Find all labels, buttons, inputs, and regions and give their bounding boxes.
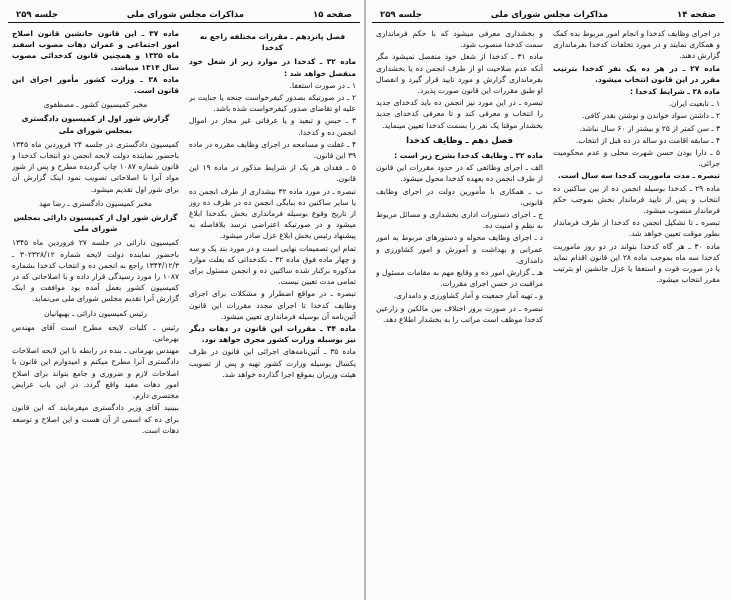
paragraph: ۵ ـ دارا بودن حسن شهرت محلی و عدم محکومیت جزائی. bbox=[553, 148, 720, 169]
paragraph: هـ ـ گزارش امور ده و وقایع مهم به مقامات مسئول و مراقبت در حسن اجرای مقررات. bbox=[376, 268, 543, 289]
right-page bbox=[368, 0, 728, 600]
book-gutter bbox=[364, 0, 366, 600]
paragraph: ماده ۳۴ ـ مقررات این قانون در دهات دیگر نیز بوسیله وزارت کشور مجری خواهد بود. bbox=[189, 324, 356, 345]
paragraph: ۱ ـ در صورت استعفا. bbox=[289, 80, 356, 90]
paragraph: ۱ ـ تابعیت ایران. bbox=[668, 99, 720, 109]
paragraph: ببینید آقای وزیر دادگستری میفرمایند که این قانون برای ده که اسمی از آن هست و این اصلاح و توسعه دهات است. bbox=[12, 403, 179, 435]
paragraph: تبصره ـ در مواقع اضطرار و مشکلات برای اجرای وظایف کدخدا تا اجرای مجدد مقررات این قانون آئین‌نامه آن بوسیله فرمانداری تعیین میشود. bbox=[189, 289, 356, 321]
paragraph: تبصره ـ مدت ماموریت کدخدا سه سال است. bbox=[558, 171, 720, 181]
left-page-columns bbox=[4, 23, 364, 583]
paragraph: ۳ ـ سن کمتر از ۲۵ و بیشتر از ۶۰ سال نباشد. bbox=[579, 123, 720, 133]
paragraph: ۳ ـ حبس و تبعید و یا عرفاتی غیر مجاز در اموال انجمن ده و کدخدا. bbox=[189, 116, 356, 137]
paragraph: ماده ۳۰ ـ هر گاه کدخدا بتواند در دو روز ماموریت کدخدا سه ماه بموجب ماده ۲۸ این قانون اقدام نماید یا در صورت فوت و استعفا یا عزل جانشین او بترتیب مقرر انتخاب میشود. bbox=[553, 241, 720, 285]
paragraph: ب ـ همکاری با مأمورین دولت در اجرای وظایف قانونی. bbox=[376, 186, 543, 207]
paragraph: و بخشداری معرفی میشود که با حکم فرمانداری سمت کدخدا منصوب شود. bbox=[376, 29, 543, 50]
right-page-session: جلسه ۲۵۹ bbox=[380, 10, 422, 20]
paragraph: گزارش شور اول از کمیسیون دارائی بمجلس شورای ملی bbox=[13, 213, 178, 234]
paragraph: گزارش شور اول از کمیسیون دادگستری بمجلس شورای ملی bbox=[21, 114, 170, 135]
right-page-title: مذاکرات مجلس شورای ملی bbox=[490, 10, 609, 20]
paragraph: ج ـ اجرای دستورات اداری بخشداری و مسائل مربوط به نظم و امنیت ده. bbox=[376, 210, 543, 231]
right-page-col-left bbox=[376, 28, 543, 583]
paragraph: فصل پانزدهم ـ مقررات مختلفه راجع به کدخدا bbox=[199, 32, 346, 53]
left-page-title: مذاکرات مجلس شورای ملی bbox=[126, 10, 245, 20]
paragraph: ماده ۳۵ ـ آئین‌نامه‌های اجرائی این قانون در ظرف یکسال بوسیله وزارت کشور تهیه و پس از تصویب هیئت وزیران بموقع اجرا گذارده خواهد شد. bbox=[189, 347, 356, 379]
paragraph: فصل دهم ـ وظایف کدخدا bbox=[406, 135, 513, 146]
paragraph: ۴ ـ غفلت و مسامحه در اجرای وظایف مقرره در ماده ۳۹ این قانون. bbox=[189, 139, 356, 161]
left-page-col-right bbox=[189, 28, 356, 583]
paragraph: تبصره ـ تا تشکیل انجمن ده کدخدا از طرف فرماندار بطور موقت تعیین خواهد شد. bbox=[553, 218, 720, 239]
left-page-session: جلسه ۲۵۹ bbox=[16, 10, 58, 20]
paragraph: مهندس بهرمانی ـ بنده در رابطه با این لایحه اصلاحات دادگستری آنرا مطرح میکنم و امیدوارم این قانون با اصلاحات لازم و ضروری و جامع بتواند برای اصلاح امور دهات مفید واقع گردد. در این باب عرایض مختصری دارم. bbox=[12, 346, 179, 401]
paragraph: تبصره ـ در صورت بروز اختلاف بین مالکین و زارعین کدخدا موظف است مراتب را به بخشدار اطلاع دهد. bbox=[376, 303, 543, 324]
paragraph: مخبر کمیسیون کشور ـ مصطفوی bbox=[43, 100, 148, 110]
paragraph: تمام این تصمیمات نهایی است و در مورد بند یک و سه و چهار ماده فوق ماده ۳۲ ـ بکدخدائی که بعلت موارد مذکوره برکنار شده ساکنین ده و انجمن مسئول برای تمامی مدت تعیین نیست. bbox=[189, 243, 356, 287]
paragraph: مخبر کمیسیون دادگستری ـ رضا مهد bbox=[39, 198, 152, 208]
paragraph: ماده ۳۲ ـ کدخدا در موارد زیر از شغل خود منفصل خواهد شد : bbox=[189, 57, 356, 78]
left-page-number: صفحه ۱۵ bbox=[313, 10, 352, 20]
paragraph: تبصره ـ در مورد ماده ۳۲ بیشداری از طرف انجمن ده یا سایر ساکنین ده ببایگی انجمن ده در ظرف ده روز از تاریخ وقوع بوسیله فرمانداری بخش بکدخدا ابلاغ میشود و در صورتیکه اعتراضی نرسد بلافاصله به پیشنهاد رئیس بخش ابلاغ عزل صادر میشود. bbox=[189, 186, 356, 241]
paragraph: ۲ ـ داشتن سواد خواندن و نوشتن بقدر کافی. bbox=[581, 111, 720, 121]
paragraph: کمیسیون دادگستری در جلسه ۲۴ فروردین ماه ۱۳۴۵ باحضور نماینده دولت لایحه انجمن دو انتخاب کدخدا و قانون شماره ۱۰۸۷ چاپ گردیده مطرح و پس از شور مواد آنرا با اصلاحاتی تصویب نمود اینک گزارش آن برای شور اول تقدیم میشود. bbox=[12, 139, 179, 194]
right-page-number: صفحه ۱۴ bbox=[677, 10, 716, 20]
paragraph: ماده ۳۷ ـ این قانون جانشین قانون اصلاح امور اجتماعی و عمران دهات مصوب اسفند ماه ۱۳۳۵ و همچنین قانون کدخدائی مصوب سال ۱۳۱۴ میباشد. bbox=[12, 29, 179, 72]
paragraph: تبصره ـ در این مورد نیز انجمن ده باید کدخدای جدید را انتخاب و معرفی کند و تا معرفی کدخدای جدید بخشدار موقتا یک نفر را بسمت کدخدا تعیین مینماید. bbox=[376, 98, 543, 130]
paragraph: ۵ ـ فقدان هر یک از شرایط مذکور در ماده ۱۹ این قانون. bbox=[189, 163, 356, 184]
paragraph: ماده ۲۸ ـ شرایط کدخدا : bbox=[630, 87, 720, 97]
paragraph: ماده ۳۱ ـ کدخدا از شغل خود منفصل نمیشود مگر آنکه عدم صلاحیت او از طرف انجمن ده یا بخشداری بفرمانداری گزارش و مورد تایید قرار گیرد و انفصال او طبق مقررات این قانون صورت پذیرد. bbox=[376, 52, 543, 96]
right-page-columns bbox=[368, 23, 728, 583]
paragraph: ماده ۲۹ ـ کدخدا بوسیله انجمن ده از بین ساکنین ده انتخاب و پس از تایید فرماندار بخش بموجب حکم فرماندار منصوب میشود. bbox=[553, 183, 720, 216]
right-page-col-right bbox=[553, 28, 720, 583]
left-page-col-left bbox=[12, 28, 179, 583]
paragraph: کمیسیون دارائی در جلسه ۲۷ فروردین ماه ۱۳۴۵ باحضور نماینده دولت لایحه شماره ۳۰۲۳۲۸/۱۲ ـ ۱۳۴۴/۱۲/۳ راجع به انجمن ده و انتخاب کدخدا بشماره ۱۰۸۷ را مورد رسیدگی قرار داده و با اصلاحاتی که در کمیسیون کشور بعمل آمده بود موافقت و اینک گزارش آنرا تقدیم مجلس شورای ملی می‌نماید. bbox=[12, 238, 179, 304]
right-page-header bbox=[372, 0, 724, 23]
paragraph: رئیس ـ کلیات لایحه مطرح است آقای مهندس بهرمانی. bbox=[12, 322, 179, 344]
paragraph: ۲ ـ در صورتیکه بصدور کیفرخواست جنحه یا جنایت بر علیه او تقاضای صدور کیفرخواست شده باشد. bbox=[189, 93, 356, 114]
paragraph: ماده ۳۸ ـ وزارت کشور مأمور اجرای این قانون است. bbox=[12, 74, 179, 96]
left-page bbox=[4, 0, 364, 600]
left-page-header bbox=[8, 0, 360, 23]
paragraph: ماده ۲۷ ـ در هر ده یک نفر کدخدا بترتیب مقرر در این قانون انتخاب میشود. bbox=[553, 63, 720, 84]
paragraph: الف ـ اجرای وظائفی که در حدود مقررات این قانون از طرف انجمن ده بعهده کدخدا محول میشود. bbox=[376, 163, 543, 184]
paragraph: رئیس کمیسیون دارائی ـ بهبهانیان bbox=[44, 308, 147, 318]
paragraph: در اجرای وظایف کدخدا و انجام امور مربوط بده کمک و همکاری نمایند و در مورد تخلفات کدخدا بفرمانداری گزارش دهند. bbox=[553, 29, 720, 61]
paragraph: د ـ اجرای وظایف محوله و دستورهای مربوط به امور عمرانی و بهداشت و آموزش و امور کشاورزی و دامداری. bbox=[376, 233, 543, 265]
paragraph: و ـ تهیه آمار جمعیت و آمار کشاورزی و دامداری. bbox=[393, 291, 543, 301]
paragraph: ۴ ـ سابقه اقامت دو ساله در ده قبل از انتخاب. bbox=[575, 135, 720, 145]
paragraph: ماده ۳۲ ـ وظایف کدخدا بشرح زیر است : bbox=[394, 151, 543, 161]
